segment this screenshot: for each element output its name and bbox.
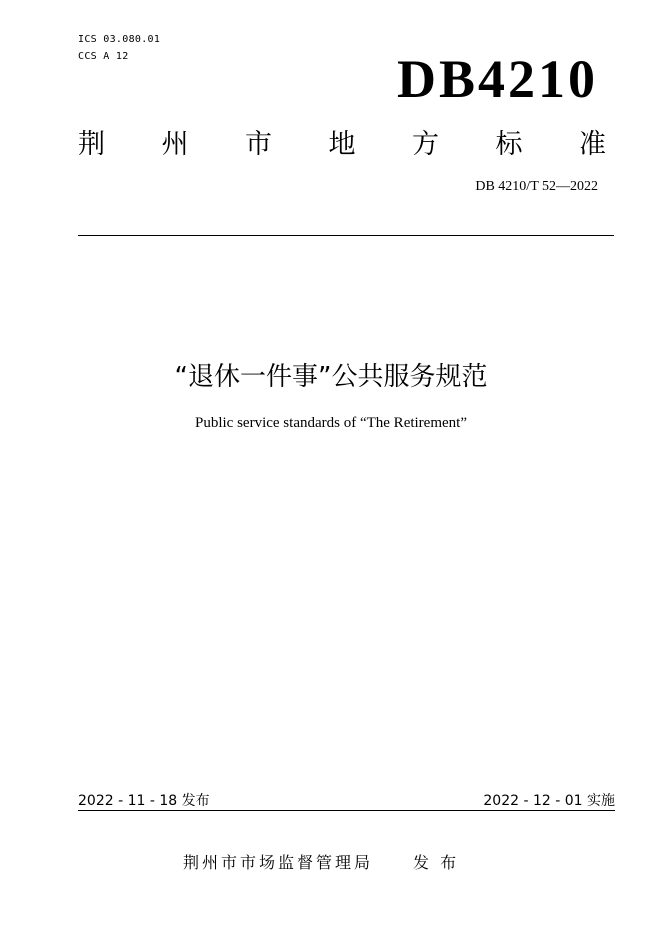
ccs-code: CCS A 12: [78, 51, 129, 62]
heading-char: 标: [495, 129, 523, 160]
issuer-line: [183, 850, 459, 873]
standard-code: DB4210: [396, 49, 598, 109]
issuing-authority: 荆州市市场监督管理局: [183, 853, 374, 872]
document-title: “退休一件事”公共服务规范: [174, 362, 488, 392]
heading-char: 州: [161, 129, 189, 160]
issue-action: 发 布: [413, 853, 460, 872]
standard-number: DB 4210/T 52—2022: [475, 179, 598, 194]
top-divider: [78, 235, 614, 236]
heading-char: 准: [579, 129, 606, 160]
document-title-english: Public service standards of “The Retirement”: [195, 415, 467, 431]
ics-code: ICS 03.080.01: [78, 34, 161, 45]
heading-char: 市: [245, 129, 272, 160]
implementation-date: 2022 - 12 - 01 实施: [483, 793, 615, 809]
bottom-divider: [78, 810, 615, 811]
heading-char: 地: [328, 129, 356, 160]
issue-date: 2022 - 11 - 18 发布: [78, 793, 210, 809]
heading-char: 荆: [78, 129, 105, 160]
heading-char: 方: [412, 129, 439, 160]
date-row: [78, 792, 615, 810]
standard-category-heading: [78, 128, 606, 162]
